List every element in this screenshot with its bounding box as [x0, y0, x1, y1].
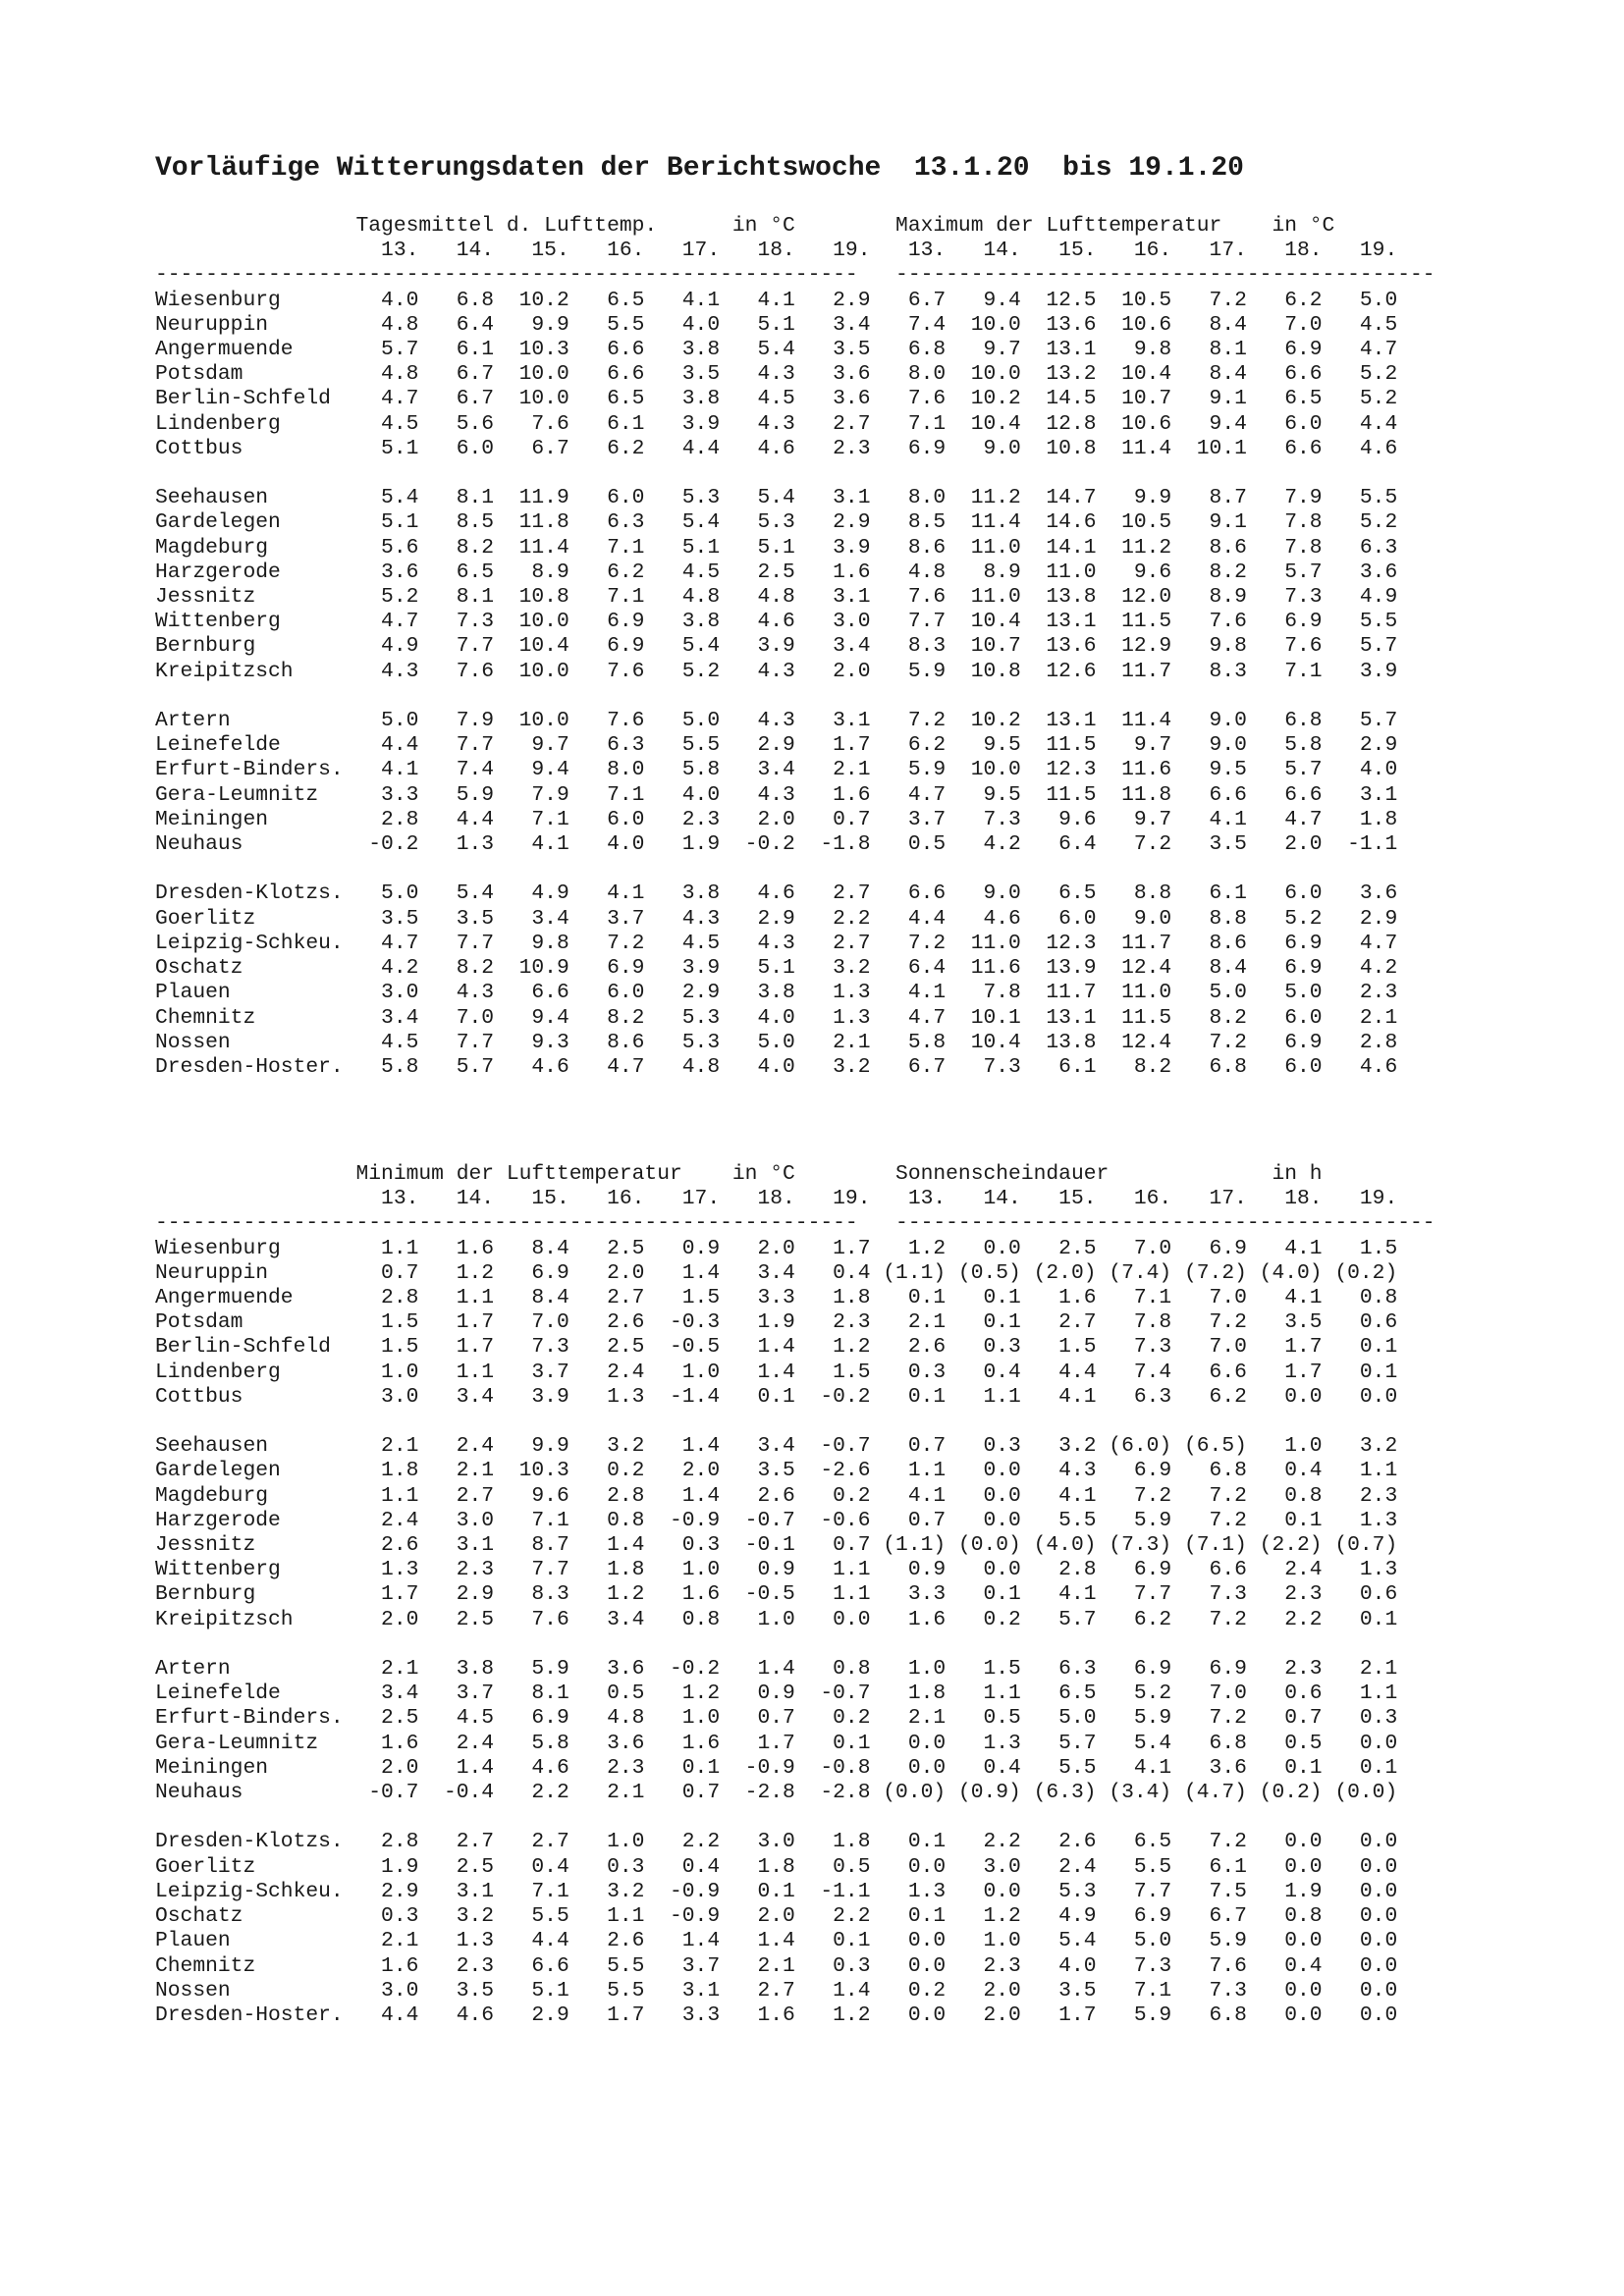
table-row: Meiningen 2.8 4.4 7.1 6.0 2.3 2.0 0.7 3.7 7.3 9.6 9.7 4.1 4.7 1.8 [155, 807, 1398, 831]
top-spacer [155, 684, 1435, 709]
table-row: Neuruppin 4.8 6.4 9.9 5.5 4.0 5.1 3.4 7.4 10.0 13.6 10.6 8.4 7.0 4.5 [155, 312, 1398, 337]
table-row: Artern 2.1 3.8 5.9 3.6 -0.2 1.4 0.8 1.0 1.5 6.3 6.9 6.9 2.3 2.1 [155, 1657, 1398, 1682]
table-row: Berlin-Schfeld 4.7 6.7 10.0 6.5 3.8 4.5 3.6 7.6 10.2 14.5 10.7 9.1 6.5 5.2 [155, 387, 1398, 411]
table-row: Leipzig-Schkeu. 4.7 7.7 9.8 7.2 4.5 4.3 2.7 7.2 11.0 12.3 11.7 8.6 6.9 4.7 [155, 931, 1398, 955]
top-table [155, 214, 1435, 1080]
bottom-table [155, 1162, 1435, 2028]
table-row: Gardelegen 1.8 2.1 10.3 0.2 2.0 3.5 -2.6 1.1 0.0 4.3 6.9 6.8 0.4 1.1 [155, 1459, 1398, 1483]
table-row: Leinefelde 3.4 3.7 8.1 0.5 1.2 0.9 -0.7 1.8 1.1 6.5 5.2 7.0 0.6 1.1 [155, 1682, 1398, 1706]
table-row: Kreipitzsch 4.3 7.6 10.0 7.6 5.2 4.3 2.0 5.9 10.8 12.6 11.7 8.3 7.1 3.9 [155, 659, 1398, 683]
table-row: Dresden-Hoster. 5.8 5.7 4.6 4.7 4.8 4.0 3.2 6.7 7.3 6.1 8.2 6.8 6.0 4.6 [155, 1054, 1398, 1079]
bottom-header: Minimum der Lufttemperatur in °C Sonnenscheindauer in h [155, 1162, 1323, 1186]
table-row: Seehausen 2.1 2.4 9.9 3.2 1.4 3.4 -0.7 0.7 0.3 3.2 (6.0) (6.5) 1.0 3.2 [155, 1434, 1398, 1459]
table-row: Erfurt-Binders. 4.1 7.4 9.4 8.0 5.8 3.4 2.1 5.9 10.0 12.3 11.6 9.5 5.7 4.0 [155, 758, 1398, 782]
table-row: Gera-Leumnitz 1.6 2.4 5.8 3.6 1.6 1.7 0.1 0.0 1.3 5.7 5.4 6.8 0.5 0.0 [155, 1731, 1398, 1755]
table-row: Angermuende 5.7 6.1 10.3 6.6 3.8 5.4 3.5 6.8 9.7 13.1 9.8 8.1 6.9 4.7 [155, 338, 1398, 362]
bottom-spacer [155, 1805, 1435, 1830]
table-row: Wittenberg 1.3 2.3 7.7 1.8 1.0 0.9 1.1 0.9 0.0 2.8 6.9 6.6 2.4 1.3 [155, 1558, 1398, 1582]
table-row: Berlin-Schfeld 1.5 1.7 7.3 2.5 -0.5 1.4 1.2 2.6 0.3 1.5 7.3 7.0 1.7 0.1 [155, 1335, 1398, 1360]
table-row: Gera-Leumnitz 3.3 5.9 7.9 7.1 4.0 4.3 1.6 4.7 9.5 11.5 11.8 6.6 6.6 3.1 [155, 782, 1398, 807]
bottom-divider: -------------------------------------------------------- ------------------------------------------- [155, 1211, 1435, 1236]
top-spacer [155, 857, 1435, 881]
table-row: Chemnitz 3.4 7.0 9.4 8.2 5.3 4.0 1.3 4.7 10.1 13.1 11.5 8.2 6.0 2.1 [155, 1005, 1398, 1030]
bottom-spacer [155, 1632, 1435, 1657]
table-row: Nossen 4.5 7.7 9.3 8.6 5.3 5.0 2.1 5.8 10.4 13.8 12.4 7.2 6.9 2.8 [155, 1030, 1398, 1054]
table-row: Cottbus 3.0 3.4 3.9 1.3 -1.4 0.1 -0.2 0.1 1.1 4.1 6.3 6.2 0.0 0.0 [155, 1384, 1398, 1409]
table-row: Gardelegen 5.1 8.5 11.8 6.3 5.4 5.3 2.9 8.5 11.4 14.6 10.5 9.1 7.8 5.2 [155, 510, 1398, 535]
table-row: Nossen 3.0 3.5 5.1 5.5 3.1 2.7 1.4 0.2 2.0 3.5 7.1 7.3 0.0 0.0 [155, 1978, 1398, 2002]
table-row: Oschatz 0.3 3.2 5.5 1.1 -0.9 2.0 2.2 0.1 1.2 4.9 6.9 6.7 0.8 0.0 [155, 1904, 1398, 1929]
table-row: Lindenberg 4.5 5.6 7.6 6.1 3.9 4.3 2.7 7.1 10.4 12.8 10.6 9.4 6.0 4.4 [155, 411, 1398, 436]
top-header: Tagesmittel d. Lufttemp. in °C Maximum der Lufttemperatur in °C [155, 214, 1335, 238]
table-row: Dresden-Klotzs. 2.8 2.7 2.7 1.0 2.2 3.0 1.8 0.1 2.2 2.6 6.5 7.2 0.0 0.0 [155, 1830, 1398, 1854]
top-days-row: 13. 14. 15. 16. 17. 18. 19. 13. 14. 15. 16. 17. 18. 19. [155, 239, 1398, 263]
table-row: Neuhaus -0.7 -0.4 2.2 2.1 0.7 -2.8 -2.8 (0.0) (0.9) (6.3) (3.4) (4.7) (0.2) (0.0) [155, 1781, 1398, 1805]
table-row: Lindenberg 1.0 1.1 3.7 2.4 1.0 1.4 1.5 0.3 0.4 4.4 7.4 6.6 1.7 0.1 [155, 1360, 1398, 1384]
table-row: Magdeburg 1.1 2.7 9.6 2.8 1.4 2.6 0.2 4.1 0.0 4.1 7.2 7.2 0.8 2.3 [155, 1483, 1398, 1508]
table-row: Wiesenburg 4.0 6.8 10.2 6.5 4.1 4.1 2.9 6.7 9.4 12.5 10.5 7.2 6.2 5.0 [155, 288, 1398, 312]
table-row: Potsdam 4.8 6.7 10.0 6.6 3.5 4.3 3.6 8.0 10.0 13.2 10.4 8.4 6.6 5.2 [155, 362, 1398, 387]
table-row: Leinefelde 4.4 7.7 9.7 6.3 5.5 2.9 1.7 6.2 9.5 11.5 9.7 9.0 5.8 2.9 [155, 733, 1398, 758]
table-row: Leipzig-Schkeu. 2.9 3.1 7.1 3.2 -0.9 0.1 -1.1 1.3 0.0 5.3 7.7 7.5 1.9 0.0 [155, 1879, 1398, 1903]
table-row: Jessnitz 5.2 8.1 10.8 7.1 4.8 4.8 3.1 7.6 11.0 13.8 12.0 8.9 7.3 4.9 [155, 585, 1398, 610]
table-row: Dresden-Hoster. 4.4 4.6 2.9 1.7 3.3 1.6 1.2 0.0 2.0 1.7 5.9 6.8 0.0 0.0 [155, 2002, 1398, 2027]
table-row: Cottbus 5.1 6.0 6.7 6.2 4.4 4.6 2.3 6.9 9.0 10.8 11.4 10.1 6.6 4.6 [155, 436, 1398, 460]
top-spacer [155, 461, 1435, 486]
table-row: Wiesenburg 1.1 1.6 8.4 2.5 0.9 2.0 1.7 1.2 0.0 2.5 7.0 6.9 4.1 1.5 [155, 1236, 1398, 1260]
table-row: Neuhaus -0.2 1.3 4.1 4.0 1.9 -0.2 -1.8 0.5 4.2 6.4 7.2 3.5 2.0 -1.1 [155, 832, 1398, 857]
table-row: Oschatz 4.2 8.2 10.9 6.9 3.9 5.1 3.2 6.4 11.6 13.9 12.4 8.4 6.9 4.2 [155, 956, 1398, 981]
table-row: Meiningen 2.0 1.4 4.6 2.3 0.1 -0.9 -0.8 0.0 0.4 5.5 4.1 3.6 0.1 0.1 [155, 1755, 1398, 1780]
table-row: Bernburg 4.9 7.7 10.4 6.9 5.4 3.9 3.4 8.3 10.7 13.6 12.9 9.8 7.6 5.7 [155, 634, 1398, 659]
table-row: Harzgerode 3.6 6.5 8.9 6.2 4.5 2.5 1.6 4.8 8.9 11.0 9.6 8.2 5.7 3.6 [155, 560, 1398, 584]
table-row: Goerlitz 3.5 3.5 3.4 3.7 4.3 2.9 2.2 4.4 4.6 6.0 9.0 8.8 5.2 2.9 [155, 906, 1398, 931]
table-row: Artern 5.0 7.9 10.0 7.6 5.0 4.3 3.1 7.2 10.2 13.1 11.4 9.0 6.8 5.7 [155, 709, 1398, 733]
table-row: Kreipitzsch 2.0 2.5 7.6 3.4 0.8 1.0 0.0 1.6 0.2 5.7 6.2 7.2 2.2 0.1 [155, 1607, 1398, 1631]
bottom-spacer [155, 1410, 1435, 1434]
table-row: Angermuende 2.8 1.1 8.4 2.7 1.5 3.3 1.8 0.1 0.1 1.6 7.1 7.0 4.1 0.8 [155, 1286, 1398, 1310]
table-row: Harzgerode 2.4 3.0 7.1 0.8 -0.9 -0.7 -0.6 0.7 0.0 5.5 5.9 7.2 0.1 1.3 [155, 1508, 1398, 1532]
table-row: Plauen 2.1 1.3 4.4 2.6 1.4 1.4 0.1 0.0 1.0 5.4 5.0 5.9 0.0 0.0 [155, 1929, 1398, 1953]
table-row: Plauen 3.0 4.3 6.6 6.0 2.9 3.8 1.3 4.1 7.8 11.7 11.0 5.0 5.0 2.3 [155, 981, 1398, 1005]
page-title: Vorläufige Witterungsdaten der Berichtswoche 13.1.20 bis 19.1.20 [155, 153, 1244, 184]
table-row: Magdeburg 5.6 8.2 11.4 7.1 5.1 5.1 3.9 8.6 11.0 14.1 11.2 8.6 7.8 6.3 [155, 535, 1398, 560]
table-row: Jessnitz 2.6 3.1 8.7 1.4 0.3 -0.1 0.7 (1.1) (0.0) (4.0) (7.3) (7.1) (2.2) (0.7) [155, 1533, 1398, 1558]
table-row: Seehausen 5.4 8.1 11.9 6.0 5.3 5.4 3.1 8.0 11.2 14.7 9.9 8.7 7.9 5.5 [155, 486, 1398, 510]
top-divider: -------------------------------------------------------- ------------------------------------------- [155, 263, 1435, 288]
table-row: Erfurt-Binders. 2.5 4.5 6.9 4.8 1.0 0.7 0.2 2.1 0.5 5.0 5.9 7.2 0.7 0.3 [155, 1706, 1398, 1731]
table-row: Bernburg 1.7 2.9 8.3 1.2 1.6 -0.5 1.1 3.3 0.1 4.1 7.7 7.3 2.3 0.6 [155, 1582, 1398, 1607]
table-row: Goerlitz 1.9 2.5 0.4 0.3 0.4 1.8 0.5 0.0 3.0 2.4 5.5 6.1 0.0 0.0 [155, 1854, 1398, 1879]
table-row: Potsdam 1.5 1.7 7.0 2.6 -0.3 1.9 2.3 2.1 0.1 2.7 7.8 7.2 3.5 0.6 [155, 1310, 1398, 1335]
bottom-days-row: 13. 14. 15. 16. 17. 18. 19. 13. 14. 15. 16. 17. 18. 19. [155, 1187, 1398, 1211]
table-row: Chemnitz 1.6 2.3 6.6 5.5 3.7 2.1 0.3 0.0 2.3 4.0 7.3 7.6 0.4 0.0 [155, 1953, 1398, 1978]
table-row: Dresden-Klotzs. 5.0 5.4 4.9 4.1 3.8 4.6 2.7 6.6 9.0 6.5 8.8 6.1 6.0 3.6 [155, 881, 1398, 906]
table-row: Neuruppin 0.7 1.2 6.9 2.0 1.4 3.4 0.4 (1.1) (0.5) (2.0) (7.4) (7.2) (4.0) (0.2) [155, 1260, 1398, 1285]
table-row: Wittenberg 4.7 7.3 10.0 6.9 3.8 4.6 3.0 7.7 10.4 13.1 11.5 7.6 6.9 5.5 [155, 610, 1398, 634]
